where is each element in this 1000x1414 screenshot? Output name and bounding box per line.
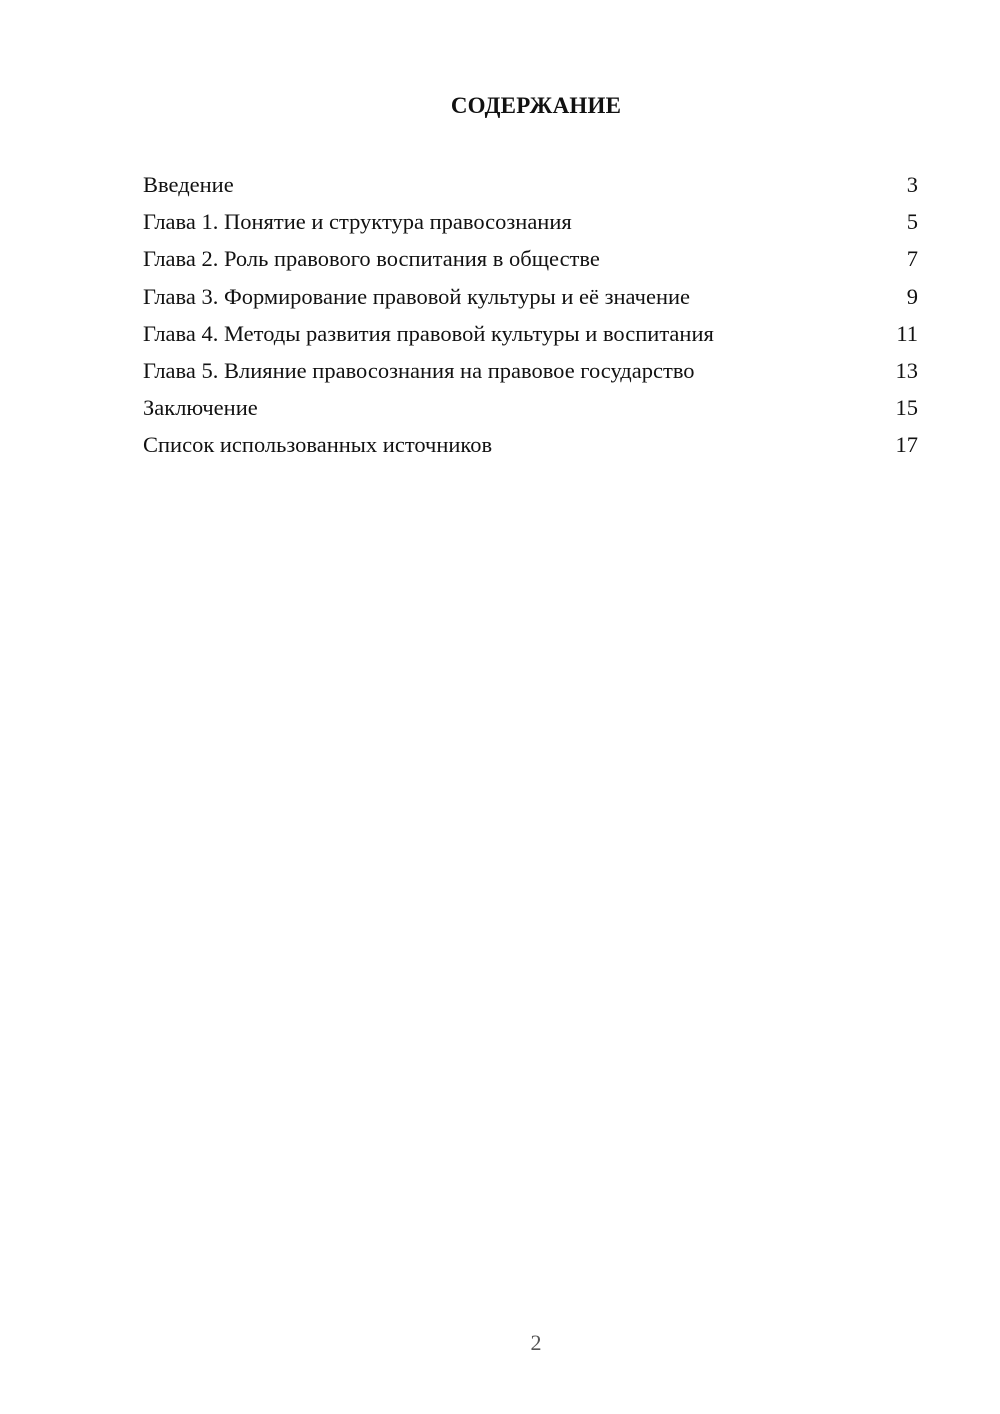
toc-entry-page: 9	[906, 283, 918, 309]
toc-entry-title: Заключение	[143, 395, 258, 421]
toc-entry-page: 11	[896, 320, 918, 346]
toc-entry-page: 17	[895, 432, 918, 458]
toc-entry-title: Список использованных источников	[143, 432, 493, 458]
toc-entry-page: 15	[895, 395, 918, 421]
toc-entry-title: Глава 3. Формирование правовой культуры и её значение	[143, 283, 691, 309]
toc-entry-page: 7	[906, 246, 918, 272]
toc-entry-title: Глава 1. Понятие и структура правосознания	[143, 209, 572, 235]
toc-entry-page: 5	[906, 209, 918, 235]
toc-entry-chapter-2	[143, 240, 918, 277]
toc-entry-chapter-3	[143, 278, 918, 315]
toc-heading: СОДЕРЖАНИЕ	[450, 93, 622, 118]
toc-entry-chapter-5	[143, 352, 918, 389]
toc-entry-introduction	[143, 166, 918, 203]
toc-entry-title: Введение	[143, 172, 234, 197]
toc-entry-references	[143, 426, 918, 463]
toc-entry-conclusion	[143, 389, 918, 426]
toc-entry-chapter-4	[143, 315, 918, 352]
toc-entry-page: 13	[895, 357, 918, 383]
table-of-contents	[143, 166, 918, 464]
toc-entry-chapter-1	[143, 203, 918, 240]
toc-entry-title: Глава 4. Методы развития правовой культуры и воспитания	[143, 320, 714, 346]
page-number: 2	[530, 1330, 542, 1355]
toc-entry-page: 3	[906, 172, 918, 197]
toc-entry-title: Глава 2. Роль правового воспитания в обществе	[143, 246, 600, 272]
toc-entry-title: Глава 5. Влияние правосознания на правовое государство	[143, 357, 695, 383]
